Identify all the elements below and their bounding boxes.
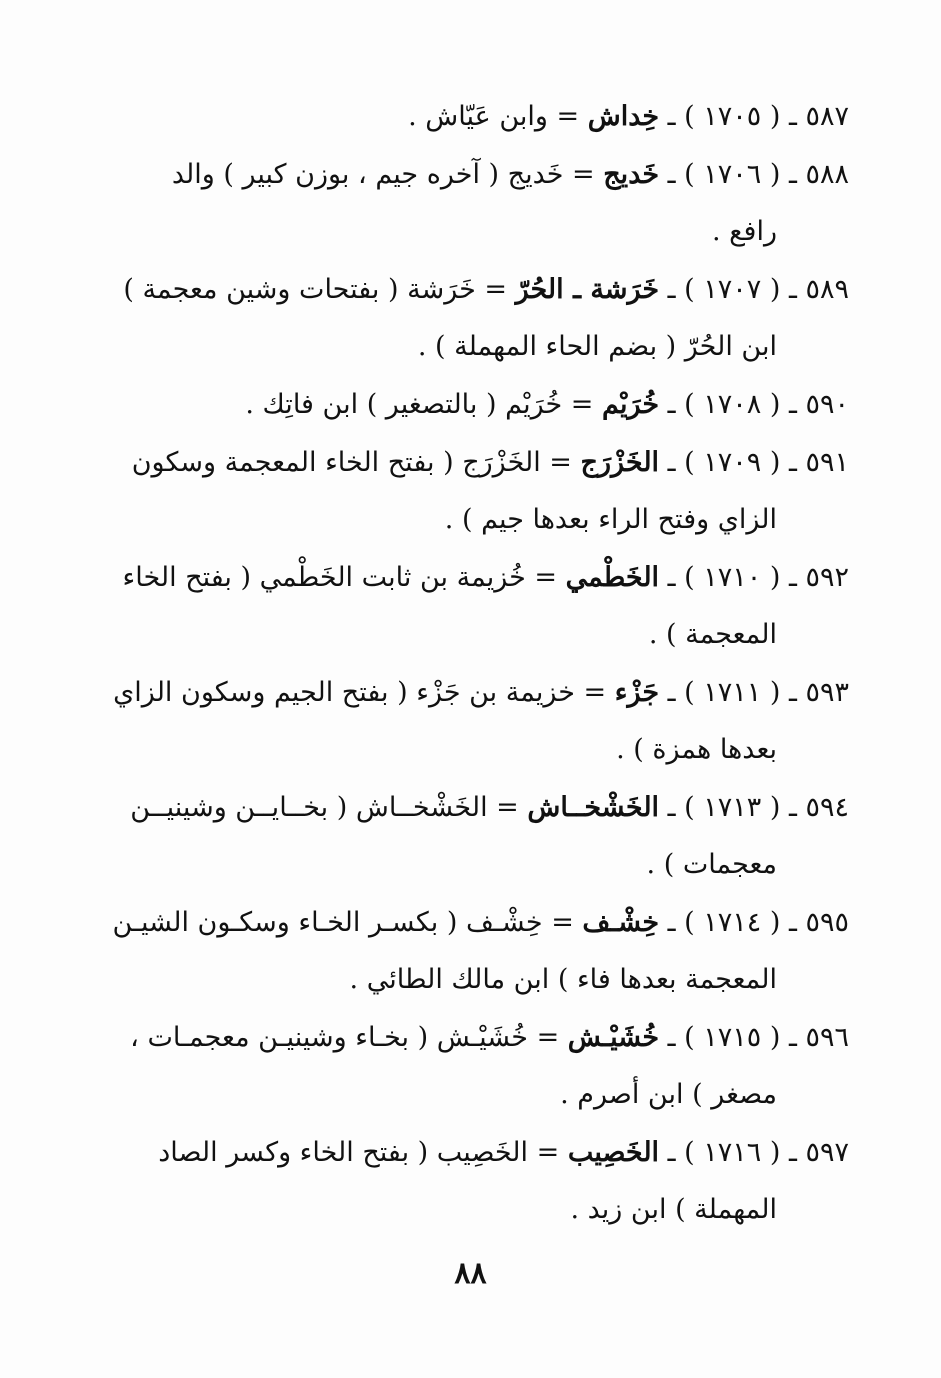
list-item (92, 894, 849, 1008)
entry-number: ٥٨٩ ـ ( ١٧٠٧ ) ـ (667, 274, 849, 305)
entry-text: = الخَصِيب ( بفتح الخاء وكسر الصاد (158, 1137, 560, 1168)
entry-text: = الخَشْخــاش ( بخــايــن وشينيــن (130, 792, 519, 823)
entry-headword: خُشَيْـش (567, 1022, 660, 1053)
entry-headword: الخَطْمي (565, 562, 660, 593)
list-item (92, 88, 849, 145)
list-item (92, 146, 849, 260)
entry-headword: خِشْـف (582, 907, 660, 938)
entry-number: ٥٩٠ ـ ( ١٧٠٨ ) ـ (667, 389, 849, 420)
entry-continuation: رافع . (712, 216, 777, 247)
list-item (92, 1124, 849, 1238)
entry-first-line (92, 146, 849, 203)
entry-number: ٥٩١ ـ ( ١٧٠٩ ) ـ (667, 447, 849, 478)
entry-continuation: بعدها همزة ) . (616, 734, 777, 765)
entry-headword: خُرَيْم (601, 389, 660, 420)
list-item (92, 549, 849, 663)
entry-first-line (92, 1124, 849, 1181)
entry-text: = وابن عَيّاش . (408, 101, 580, 132)
list-item (92, 1009, 849, 1123)
entry-continuation: الزاي وفتح الراء بعدها جيم ) . (444, 504, 777, 535)
entry-number: ٥٩٤ ـ ( ١٧١٣ ) ـ (667, 792, 849, 823)
entry-headword: جَزْء (614, 677, 660, 708)
page-number: ٨٨ (454, 1256, 487, 1291)
entry-first-line (92, 779, 849, 836)
entry-text: = خَديج ( آخره جيم ، بوزن كبير ) والد (171, 159, 595, 190)
entry-first-line (92, 894, 849, 951)
list-item (92, 261, 849, 375)
entry-continuation: المعجمة بعدها فاء ) ابن مالك الطائي . (349, 964, 777, 995)
entry-headword: الخَشْخــاش (527, 792, 660, 823)
entries-list (92, 88, 849, 1239)
entry-number: ٥٨٨ ـ ( ١٧٠٦ ) ـ (667, 159, 849, 190)
list-item (92, 434, 849, 548)
entry-first-line (92, 664, 849, 721)
entry-headword: خَديج (603, 159, 660, 190)
entry-first-line (92, 88, 849, 145)
entry-number: ٥٩٦ ـ ( ١٧١٥ ) ـ (667, 1022, 849, 1053)
entry-first-line (92, 376, 849, 433)
entry-number: ٥٩٧ ـ ( ١٧١٦ ) ـ (667, 1137, 849, 1168)
entry-text: = خِشْـف ( بكسـر الخـاء وسكـون الشيـن (112, 907, 574, 938)
entry-continuation: ابن الحُرّ ( بضم الحاء المهملة ) . (417, 331, 777, 362)
entry-continuation: المعجمة ) . (648, 619, 777, 650)
entry-first-line (92, 549, 849, 606)
entry-continuation: معجمات ) . (646, 849, 777, 880)
entry-first-line (92, 1009, 849, 1066)
entry-number: ٥٩٢ ـ ( ١٧١٠ ) ـ (667, 562, 849, 593)
entry-text: = خُرَيْم ( بالتصغير ) ابن فاتِك . (245, 389, 594, 420)
entry-headword: الخَزْرَج (580, 447, 660, 478)
entry-text: = خزيمة بن جَزْء ( بفتح الجيم وسكون الزاي (113, 677, 607, 708)
entry-headword: خِداش (587, 101, 660, 132)
entry-number: ٥٨٧ ـ ( ١٧٠٥ ) ـ (667, 101, 849, 132)
entry-number: ٥٩٥ ـ ( ١٧١٤ ) ـ (667, 907, 849, 938)
entry-continuation: مصغر ) ابن أصرم . (560, 1079, 777, 1110)
entry-first-line (92, 261, 849, 318)
entry-text: = خَرَشة ( بفتحات وشين معجمة ) (123, 274, 508, 305)
list-item (92, 779, 849, 893)
entry-number: ٥٩٣ ـ ( ١٧١١ ) ـ (667, 677, 849, 708)
list-item (92, 376, 849, 433)
entry-headword: الخَصِيب (567, 1137, 660, 1168)
entry-text: = الخَزْرَج ( بفتح الخاء المعجمة وسكون (131, 447, 572, 478)
entry-continuation: المهملة ) ابن زيد . (570, 1194, 777, 1225)
entry-headword: خَرَشة ـ الحُرّ (515, 274, 660, 305)
entry-first-line (92, 434, 849, 491)
list-item (92, 664, 849, 778)
entry-text: = خُزيمة بن ثابت الخَطْمي ( بفتح الخاء (122, 562, 558, 593)
entry-text: = خُشَيْـش ( بخـاء وشينيـن معجمـات ، (130, 1022, 560, 1053)
